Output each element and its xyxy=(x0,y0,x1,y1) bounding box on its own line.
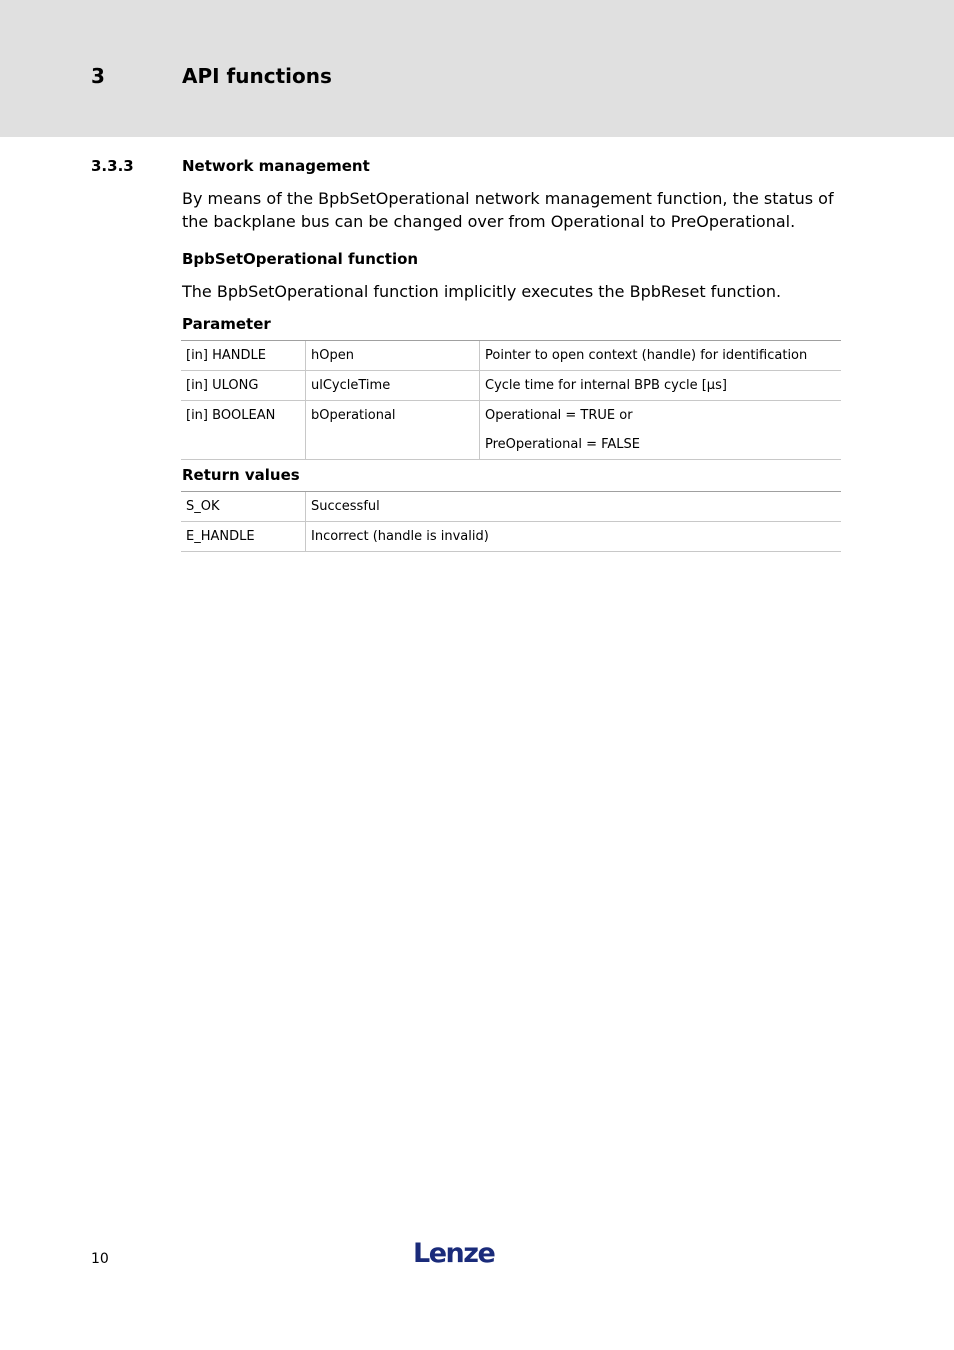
param-description-cell xyxy=(480,401,842,460)
param-type: [in] BOOLEAN xyxy=(181,401,306,460)
parameter-heading: Parameter xyxy=(182,315,271,333)
table-row xyxy=(181,371,841,401)
return-code: S_OK xyxy=(181,492,306,522)
return-values-table xyxy=(181,491,841,552)
page-number: 10 xyxy=(91,1251,109,1267)
intro-paragraph: By means of the BpbSetOperational network management function, the status of the backplane bus can be changed over from Operational to PreOperational. xyxy=(182,189,834,231)
param-type: [in] ULONG xyxy=(181,371,306,401)
param-name: ulCycleTime xyxy=(306,371,480,401)
table-row xyxy=(181,401,841,460)
table-row xyxy=(181,341,841,371)
return-code: E_HANDLE xyxy=(181,522,306,552)
section-number: 3.3.3 xyxy=(91,157,134,175)
chapter-number: 3 xyxy=(91,64,105,88)
lenze-logo: Lenze xyxy=(413,1238,495,1269)
param-description: Pointer to open context (handle) for identification xyxy=(480,341,842,371)
param-name: hOpen xyxy=(306,341,480,371)
function-heading: BpbSetOperational function xyxy=(182,250,419,268)
chapter-title: API functions xyxy=(182,64,332,88)
param-description: Operational = TRUE or xyxy=(485,408,633,423)
param-description-line2: PreOperational = FALSE xyxy=(485,437,640,452)
parameter-table xyxy=(181,340,841,460)
table-row xyxy=(181,492,841,522)
param-description: Cycle time for internal BPB cycle [µs] xyxy=(480,371,842,401)
param-name: bOperational xyxy=(306,401,480,460)
function-description: The BpbSetOperational function implicitly executes the BpbReset function. xyxy=(182,282,782,301)
table-row xyxy=(181,522,841,552)
return-values-heading: Return values xyxy=(182,466,300,484)
section-title: Network management xyxy=(182,157,370,175)
return-description: Incorrect (handle is invalid) xyxy=(306,522,842,552)
header-band xyxy=(0,0,954,137)
return-description: Successful xyxy=(306,492,842,522)
param-type: [in] HANDLE xyxy=(181,341,306,371)
